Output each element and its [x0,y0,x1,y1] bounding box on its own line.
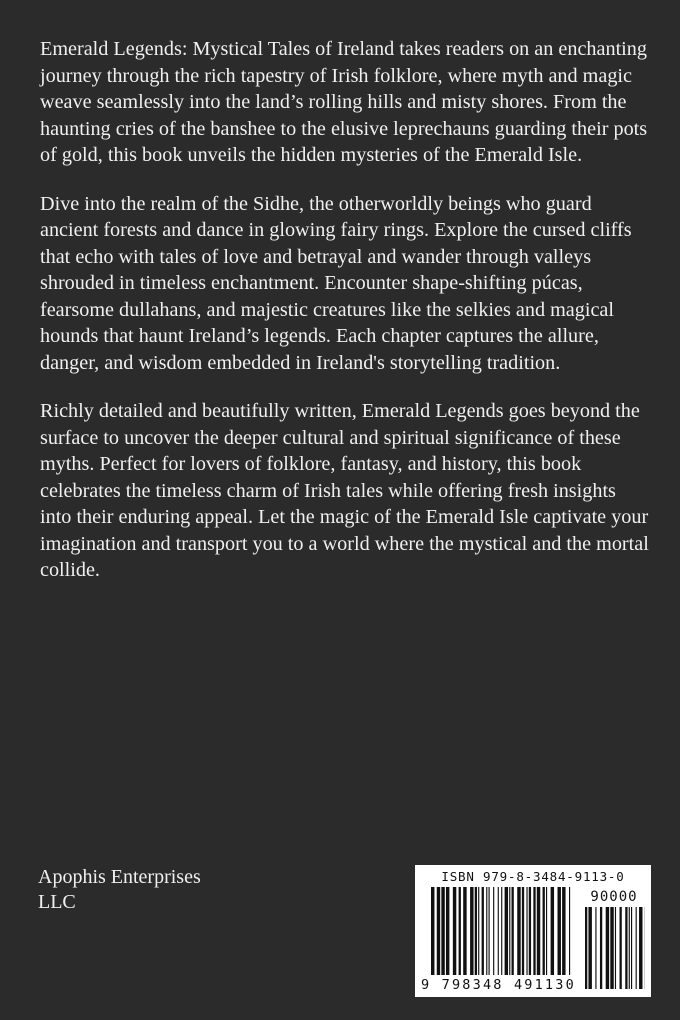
barcode-bar [526,887,527,975]
barcode-bar [517,887,520,975]
publisher-name [38,865,298,915]
addon-bar [606,907,609,989]
barcode-bar [453,887,456,975]
addon-bar [639,907,642,989]
barcode-bar [551,887,554,975]
addon-bar [629,907,630,989]
addon-bar [615,907,616,989]
addon-bar [631,907,632,989]
barcode-bar [475,887,477,975]
addon-bar [595,907,596,989]
price-code: 90000 [590,889,638,905]
barcode-bar [558,887,561,975]
barcode-bar [522,887,524,975]
barcode-bar [501,887,502,975]
blurb-text [40,36,650,606]
blurb-paragraph-2: Dive into the realm of the Sidhe, the otherworldly beings who guard ancient forests and dance in glowing fairy rings. Explore the cursed cliffs that echo with tales of love and betrayal and wander through valleys shrouded in timeless enchantment. Encounter shape-shifting púcas, fearsome dullahans, and majestic creatures like the selkies and magical hounds that haunt Ireland’s legends. Each chapter captures the allure, danger, and wisdom embedded in Ireland's storytelling tradition. [40,192,632,374]
barcode-bar [533,887,535,975]
barcode-bar [486,887,487,975]
barcode-bar [537,887,540,975]
addon-bar [588,907,591,989]
isbn-label: ISBN 979-8-3484-9113-0 [441,869,625,884]
blurb-paragraph-1: Emerald Legends: Mystical Tales of Ireland takes readers on an enchanting journey through the rich tapestry of Irish folklore, where myth and magic weave seamlessly into the land’s rolling hills and misty shores. From the haunting cries of the banshee to the elusive leprechauns guarding their pots of gold, this book unveils the hidden mysteries of the Emerald Isle. [40,38,648,166]
publisher-line-2: LLC [38,891,76,913]
barcode-bar [437,887,440,975]
barcode-bar [509,887,510,975]
barcode-bar [569,887,570,975]
barcode-bar [546,887,547,975]
barcode-bar [446,887,449,975]
barcode-bar [482,887,484,975]
barcode-bar [493,887,494,975]
barcode-bar [512,887,514,975]
barcode-bar [431,887,434,975]
addon-bar [610,907,613,989]
barcode-bar [470,887,473,975]
barcode-bar [562,887,565,975]
barcode-bar [489,887,490,975]
barcode-bar [498,887,499,975]
barcode-bar [463,887,466,975]
barcode-bar [478,887,479,975]
isbn-barcode [415,865,651,997]
barcode-bar [505,887,508,975]
addon-bar [636,907,637,989]
blurb-paragraph-3: Richly detailed and beautifully written, Emerald Legends goes beyond the surface to uncover the deeper cultural and spiritual significance of these myths. Perfect for lovers of folklore, fantasy, and history, this book celebrates the timeless charm of Irish tales while offering fresh insights into their enduring appeal. Let the magic of the Emerald Isle captivate your imagination and transport you to a world where the mystical and the mortal collide. [40,400,649,581]
addon-bar [625,907,627,989]
addon-bar [620,907,622,989]
barcode-bar [543,887,545,975]
addon-bar [585,907,587,989]
publisher-line-1: Apophis Enterprises [38,866,201,888]
addon-bar [600,907,602,989]
barcode-bar [441,887,444,975]
ean-digits: 9 798348 491130 [421,977,576,993]
barcode-bar [529,887,531,975]
barcode-bar [459,887,461,975]
